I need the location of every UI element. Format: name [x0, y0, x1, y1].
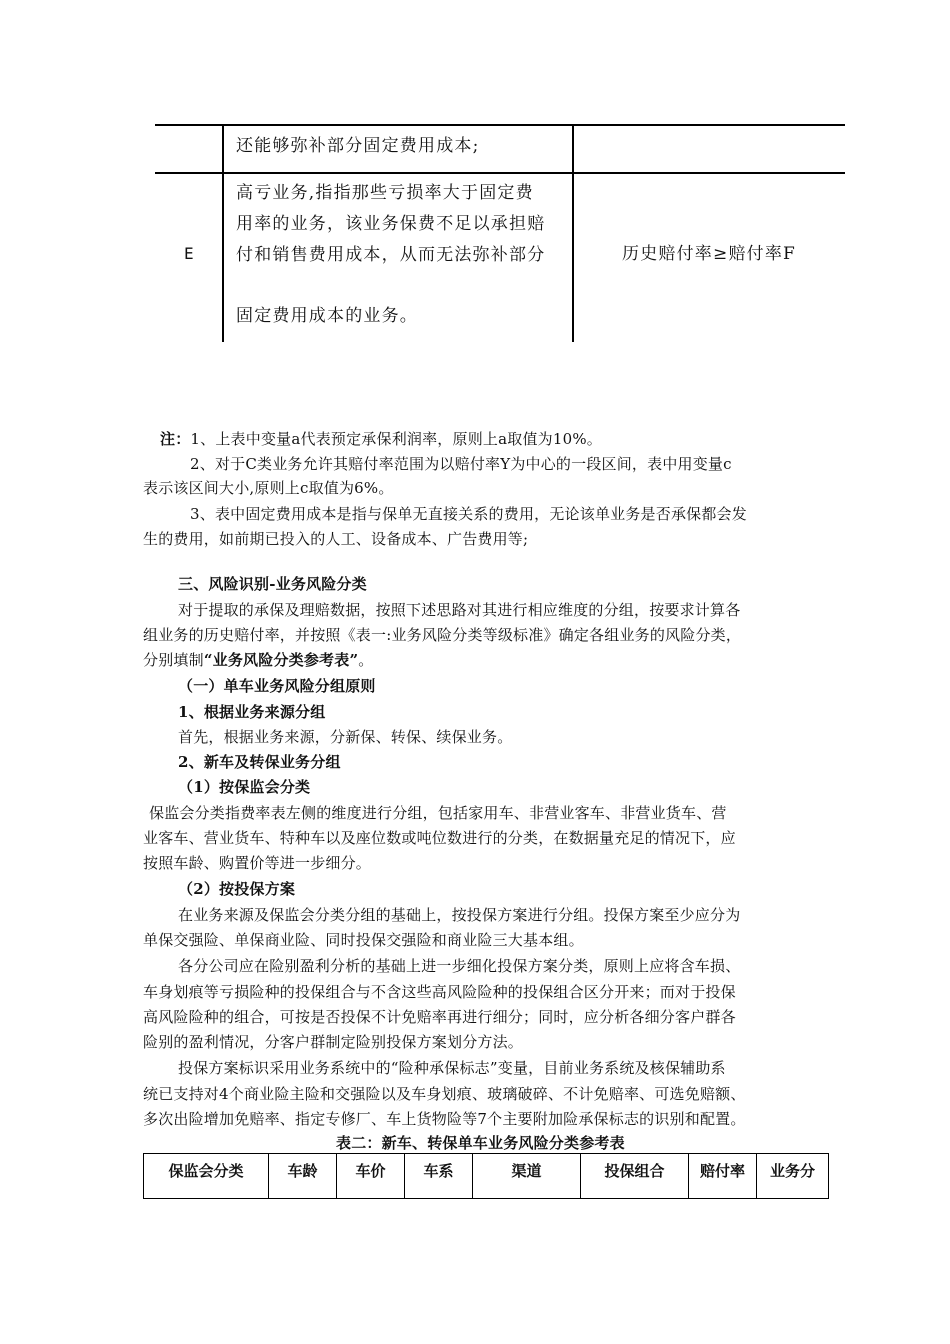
para-a-line: 车身划痕等亏损险种的投保组合与不含这些高风险险种的投保组合区分开来；而对于投保: [143, 983, 736, 1001]
table2-header-cell: 投保组合: [581, 1154, 689, 1199]
table1-top-border: [155, 124, 845, 126]
table1-rowe-desc-line: 付和销售费用成本，从而无法弥补部分: [236, 245, 546, 265]
table1-row1-description: 还能够弥补部分固定费用成本;: [236, 136, 480, 156]
para-b-line: 投保方案标识采用业务系统中的“险种承保标志”变量，目前业务系统及核保辅助系: [178, 1059, 726, 1077]
table2-caption: 表二：新车、转保单车业务风险分类参考表: [336, 1134, 625, 1152]
para-a-line: 高风险险种的组合，可按是否投保不计免赔率再进行细分；同时，应分析各细分客户群各: [143, 1008, 736, 1026]
table2-header-cell: 保监会分类: [144, 1154, 269, 1199]
table2: [143, 1153, 829, 1199]
sub-1-2-2-line: 单保交强险、单保商业险、同时投保交强险和商业险三大基本组。: [143, 931, 584, 949]
table2-header-row: [144, 1154, 829, 1199]
table2-header-cell: 渠道: [473, 1154, 581, 1199]
para-b-line: 多次出险增加免赔率、指定专修厂、车上货物险等7个主要附加险承保标志的识别和配置。: [143, 1110, 746, 1128]
table1-rowe-desc-line: 用率的业务，该业务保费不足以承担赔: [236, 214, 546, 234]
table1-col-divider-2: [572, 124, 574, 342]
table1-rowe-desc-line: 固定费用成本的业务。: [236, 306, 418, 326]
subheading-1: （一）单车业务风险分组原则: [178, 677, 376, 695]
para-a-line: 各分公司应在险别盈利分析的基础上进一步细化投保方案分类，原则上应将含车损、: [178, 957, 741, 975]
note-1: [160, 427, 822, 452]
section-3-intro-last: [143, 648, 805, 673]
sub-1-2-2-line: 在业务来源及保监会分类分组的基础上，按投保方案进行分组。投保方案至少应分为: [178, 906, 741, 924]
table2-header-cell: 车价: [337, 1154, 405, 1199]
subheading-1-1-text: 首先，根据业务来源，分新保、转保、续保业务。: [178, 728, 513, 746]
subheading-1-2-2: （2）按投保方案: [178, 880, 296, 898]
note-label: 注：: [160, 430, 191, 448]
section-3-intro-line: 组业务的历史赔付率，并按照《表一:业务风险分类等级标准》确定各组业务的风险分类，: [143, 626, 742, 644]
intro-last-prefix: 分别填制: [143, 651, 204, 669]
subheading-1-2-1: （1）按保监会分类: [178, 778, 311, 796]
table2-header-cell: 车系: [405, 1154, 473, 1199]
note-2-line-2: 表示该区间大小,原则上c取值为6%。: [143, 479, 394, 497]
subheading-1-2: 2、新车及转保业务分组: [178, 753, 341, 771]
table1-col-divider-1: [222, 124, 224, 342]
note-3-line-2: 生的费用，如前期已投入的人工、设备成本、广告费用等;: [143, 530, 529, 548]
intro-last-bold: “业务风险分类参考表”: [203, 651, 359, 669]
table2-header-cell: 赔付率: [689, 1154, 757, 1199]
table1-rowe-criterion: 历史赔付率≥赔付率F: [622, 244, 797, 264]
para-a-line: 险别的盈利情况，分客户群制定险别投保方案划分方法。: [143, 1033, 524, 1051]
sub-1-2-1-line: 保监会分类指费率表左侧的维度进行分组，包括家用车、非营业客车、非营业货车、营: [149, 804, 727, 822]
table1-grade-e: E: [184, 244, 195, 263]
note-1-text: 1、上表中变量a代表预定承保利润率，原则上a取值为10%。: [190, 430, 602, 448]
sub-1-2-1-line: 按照车龄、购置价等进一步细分。: [143, 854, 372, 872]
section-3-heading: 三、风险识别-业务风险分类: [178, 575, 367, 593]
note-2-line-1: 2、对于C类业务允许其赔付率范围为以赔付率Y为中心的一段区间，表中用变量c: [190, 455, 732, 473]
section-3-intro-line: 对于提取的承保及理赔数据，按照下述思路对其进行相应维度的分组，按要求计算各: [178, 601, 741, 619]
table1-rowe-desc-line: 高亏业务,指指那些亏损率大于固定费: [236, 183, 534, 203]
para-b-line: 统已支持对4个商业险主险和交强险以及车身划痕、玻璃破碎、不计免赔率、可选免赔额、: [143, 1085, 746, 1103]
table2-header-cell: 业务分: [757, 1154, 829, 1199]
subheading-1-1: 1、根据业务来源分组: [178, 703, 326, 721]
intro-last-suffix: 。: [358, 651, 374, 669]
note-3-line-1: 3、表中固定费用成本是指与保单无直接关系的费用，无论该单业务是否承保都会发: [190, 505, 747, 523]
table1-row-divider: [155, 172, 845, 174]
table2-header-cell: 车龄: [269, 1154, 337, 1199]
sub-1-2-1-line: 业客车、营业货车、特种车以及座位数或吨位数进行的分类，在数据量充足的情况下，应: [143, 829, 736, 847]
